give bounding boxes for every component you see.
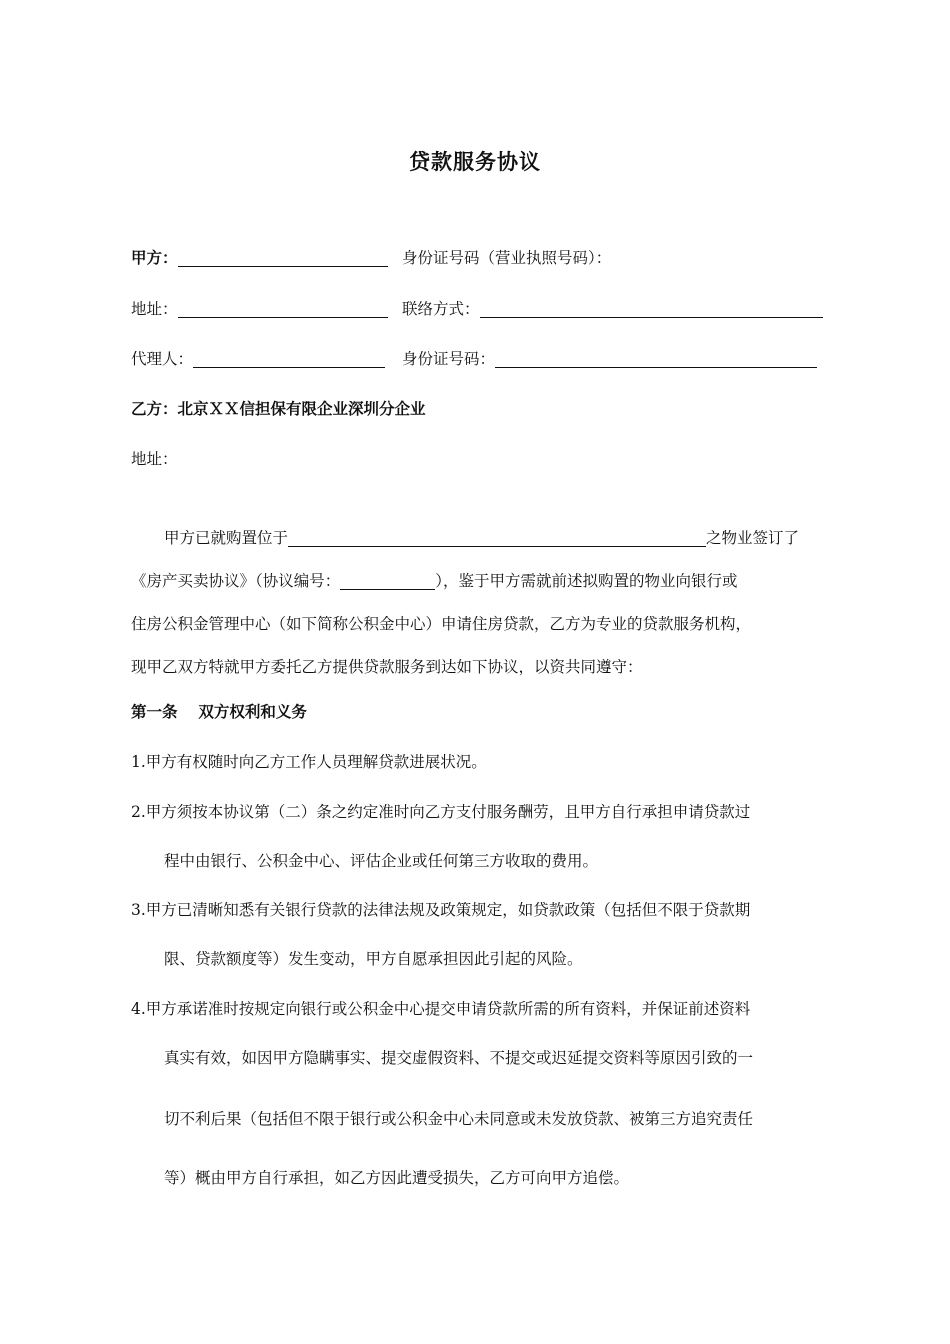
article-1-item-4-line-4: 等）概由甲方自行承担，如乙方因此遭受损失，乙方可向甲方追偿。 [164,1169,630,1187]
party-a-address-blank[interactable] [178,299,388,318]
party-a-agent-id-label: 身份证号码： [402,350,496,368]
intro-line-2-a: 《房产买卖协议》（协议编号： [131,572,341,590]
party-b-address-label: 地址： [131,450,178,468]
intro-line-1 [164,526,799,548]
article-1-item-4-line-2: 真实有效，如因甲方隐瞒事实、提交虚假资料、不提交或迟延提交资料等原因引致的一 [164,1049,754,1067]
article-1-item-4-line-3: 切不利后果（包括但不限于银行或公积金中心未同意或未发放贷款、被第三方追究责任 [164,1110,754,1128]
article-1-item-2-line-1: 2.甲方须按本协议第（二）条之约定准时向乙方支付服务酬劳，且甲方自行承担申请贷款过 [131,803,751,821]
party-a-name-blank[interactable] [178,248,388,267]
intro-line-2 [131,569,738,591]
party-a-contact-row [402,297,823,319]
party-a-address-row [131,297,388,319]
document-title: 贷款服务协议 [409,150,541,174]
party-a-id-label: 身份证号码（营业执照号码）： [402,249,612,267]
party-b-label: 乙方：北京ＸＸ信担保有限企业深圳分企业 [131,400,426,418]
article-1-heading: 第一条 双方权利和义务 [131,703,307,721]
party-a-agent-label: 代理人： [131,350,194,368]
article-1-item-1: 1.甲方有权随时向乙方工作人员理解贷款进展状况。 [131,753,487,771]
party-a-agent-blank[interactable] [193,349,385,368]
party-a-label: 甲方： [131,249,178,267]
intro-line-4: 现甲乙双方特就甲方委托乙方提供贷款服务到达如下协议，以资共同遵守： [131,658,643,676]
article-1-item-3-line-1: 3.甲方已清晰知悉有关银行贷款的法律法规及政策规定，如贷款政策（包括但不限于贷款期 [131,901,751,919]
property-location-blank[interactable] [288,528,706,547]
intro-line-2-b: ），鉴于甲方需就前述拟购置的物业向银行或 [435,572,738,590]
intro-line-1-a: 甲方已就购置位于 [164,529,289,547]
contract-number-blank[interactable] [340,571,435,590]
article-1-item-3-line-2: 限、贷款额度等）发生变动，甲方自愿承担因此引起的风险。 [164,950,583,968]
party-a-row [131,246,388,268]
party-a-contact-label: 联络方式： [402,300,480,318]
article-1-item-4-line-1: 4.甲方承诺准时按规定向银行或公积金中心提交申请贷款所需的所有资料，并保证前述资料 [131,1000,751,1018]
party-a-address-label: 地址： [131,300,178,318]
party-a-contact-blank[interactable] [480,299,823,318]
article-1-item-2-line-2: 程中由银行、公积金中心、评估企业或任何第三方收取的费用。 [164,852,599,870]
party-a-agent-row [131,347,385,369]
party-a-agent-id-row [402,347,817,369]
party-a-agent-id-blank[interactable] [495,349,817,368]
intro-line-3: 住房公积金管理中心（如下简称公积金中心）申请住房贷款，乙方为专业的贷款服务机构， [131,615,752,633]
intro-line-1-b: 之物业签订了 [706,529,800,547]
